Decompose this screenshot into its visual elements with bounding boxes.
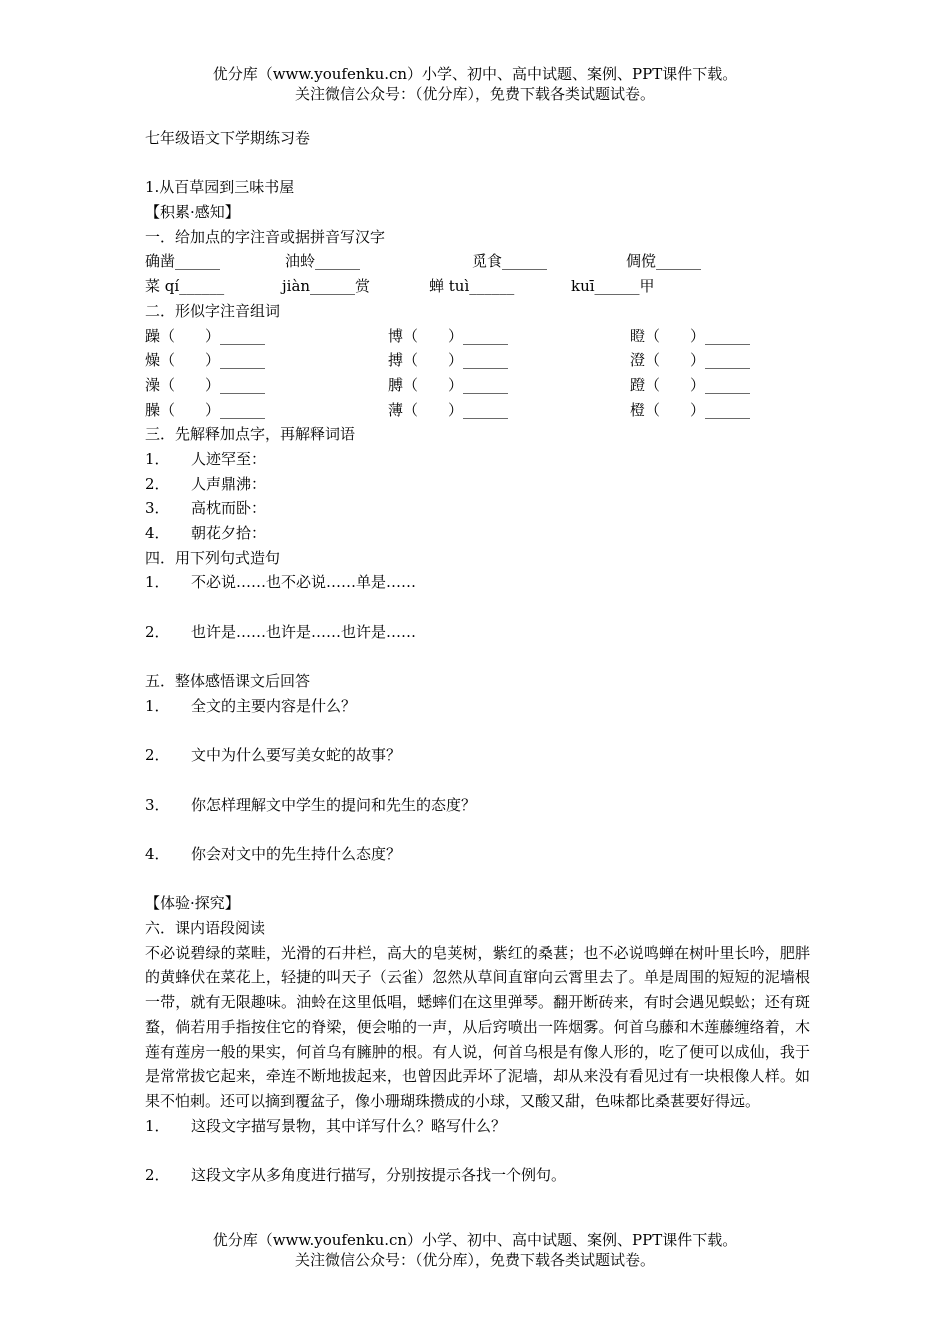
q3-item-4 bbox=[145, 521, 810, 546]
q1-item: 油蛉______ bbox=[285, 252, 361, 271]
q1-item: jiàn______赏 bbox=[282, 277, 371, 296]
item-text: 文中为什么要写美女蛇的故事？ bbox=[191, 746, 402, 765]
lesson-title: 1.从百草园到三味书屋 bbox=[145, 178, 295, 197]
item-number: 1． bbox=[145, 1116, 170, 1135]
item-text: 朝花夕拾： bbox=[191, 524, 267, 542]
footer-line-2: 关注微信公众号：（优分库），免费下载各类试题试卷。 bbox=[294, 1251, 655, 1269]
q2-title: 二．形似字注音组词 bbox=[145, 301, 281, 320]
q2-item: 搏（ ）______ bbox=[388, 351, 509, 370]
q3-item-3 bbox=[145, 496, 810, 521]
q2-item: 燥（ ）______ bbox=[145, 351, 266, 370]
q1-item: 倜傥______ bbox=[626, 252, 702, 271]
q2-item: 博（ ）______ bbox=[388, 326, 509, 345]
section-explore: 【体验·探究】 bbox=[145, 894, 240, 913]
q3-item-2 bbox=[145, 472, 810, 497]
q1-item: 菜 qí______ bbox=[145, 277, 225, 296]
q2-item: 躁（ ）______ bbox=[145, 326, 266, 345]
q2-item: 薄（ ）______ bbox=[388, 400, 509, 419]
item-number: 2． bbox=[145, 1165, 170, 1184]
q1-item: 觅食______ bbox=[472, 252, 548, 271]
q2-item: 臊（ ）______ bbox=[145, 400, 266, 419]
item-text: 人迹罕至： bbox=[191, 449, 267, 468]
q5-title: 五．整体感悟课文后回答 bbox=[145, 672, 311, 691]
q2-row-3 bbox=[145, 373, 810, 398]
item-text: 人声鼎沸： bbox=[191, 474, 267, 493]
item-number: 3． bbox=[145, 795, 170, 814]
q1-item: 确凿______ bbox=[145, 252, 221, 271]
item-text: 也许是……也许是……也许是…… bbox=[191, 622, 417, 641]
q2-row-4 bbox=[145, 398, 810, 423]
q5-item-4 bbox=[145, 842, 810, 867]
document-body bbox=[145, 126, 810, 1188]
q2-row-2 bbox=[145, 348, 810, 373]
item-number: 2． bbox=[145, 622, 170, 641]
item-number: 1． bbox=[145, 573, 170, 592]
item-number: 3． bbox=[145, 499, 170, 518]
item-text: 你怎样理解文中学生的提问和先生的态度？ bbox=[191, 795, 477, 814]
q1-item: kuī______甲 bbox=[571, 277, 655, 296]
item-number: 4． bbox=[145, 844, 170, 863]
q1-item: 蝉 tuì______ bbox=[429, 277, 515, 296]
q5-item-2 bbox=[145, 743, 810, 768]
q4-item-2 bbox=[145, 620, 810, 645]
q2-item: 澄（ ）______ bbox=[630, 351, 751, 370]
item-text: 你会对文中的先生持什么态度？ bbox=[191, 844, 402, 863]
q2-item: 蹬（ ）______ bbox=[630, 375, 751, 394]
item-number: 2． bbox=[145, 746, 170, 765]
q5-item-1 bbox=[145, 694, 810, 719]
q2-item: 橙（ ）______ bbox=[630, 400, 751, 419]
q2-item: 澡（ ）______ bbox=[145, 375, 266, 394]
item-number: 1． bbox=[145, 449, 170, 468]
q6-title: 六．课内语段阅读 bbox=[145, 919, 266, 937]
q2-item: 瞪（ ）______ bbox=[630, 326, 751, 345]
q3-title: 三．先解释加点字，再解释词语 bbox=[145, 425, 356, 444]
q1-row-2 bbox=[145, 274, 810, 299]
header-line-1: 优分库（www.youfenku.cn）小学、初中、高中试题、案例、PPT课件下载。 bbox=[212, 65, 738, 83]
section-accumulate: 【积累·感知】 bbox=[145, 203, 240, 222]
q6-item-1 bbox=[145, 1114, 810, 1139]
item-text: 全文的主要内容是什么？ bbox=[191, 696, 357, 715]
item-text: 高枕而卧： bbox=[191, 499, 267, 518]
page-header bbox=[0, 64, 950, 104]
q2-row-1 bbox=[145, 324, 810, 349]
item-text: 这段文字从多角度进行描写，分别按提示各找一个例句。 bbox=[191, 1165, 567, 1184]
footer-line-1: 优分库（www.youfenku.cn）小学、初中、高中试题、案例、PPT课件下载。 bbox=[212, 1231, 738, 1249]
q4-item-1 bbox=[145, 570, 810, 595]
q2-item: 膊（ ）______ bbox=[388, 375, 509, 394]
q1-title: 一．给加点的字注音或据拼音写汉字 bbox=[145, 227, 386, 246]
q5-item-3 bbox=[145, 793, 810, 818]
item-text: 这段文字描写景物，其中详写什么？略写什么？ bbox=[191, 1116, 507, 1135]
q6-item-2 bbox=[145, 1163, 810, 1188]
item-number: 2． bbox=[145, 474, 170, 493]
doc-title: 七年级语文下学期练习卷 bbox=[145, 129, 311, 147]
q3-item-1 bbox=[145, 447, 810, 472]
item-text: 不必说……也不必说……单是…… bbox=[191, 573, 417, 592]
header-line-2: 关注微信公众号：（优分库），免费下载各类试题试卷。 bbox=[294, 85, 655, 103]
q4-title: 四．用下列句式造句 bbox=[145, 548, 281, 567]
item-number: 1． bbox=[145, 696, 170, 715]
q1-row-1 bbox=[145, 249, 810, 274]
page-footer bbox=[0, 1230, 950, 1270]
item-number: 4． bbox=[145, 524, 170, 542]
q6-passage: 不必说碧绿的菜畦，光滑的石井栏，高大的皂荚树，紫红的桑葚；也不必说鸣蝉在树叶里长吟，肥胖的黄蜂伏在菜花上，轻捷的叫天子（云雀）忽然从草间直窜向云霄里去了。单是周围的短短的泥墙根一带，就有无限趣味。油蛉在这里低唱，蟋蟀们在这里弹琴。翻开断砖来，有时会遇见蜈蚣；还有斑蝥，倘若用手指按住它的脊梁，便会啪的一声，从后窍喷出一阵烟雾。何首乌藤和木莲藤缠络着，木莲有莲房一般的果实，何首乌有臃肿的根。有人说，何首乌根是有像人形的，吃了便可以成仙，我于是常常拔它起来，牵连不断地拔起来，也曾因此弄坏了泥墙，却从来没有看见过有一块根像人样。如果不怕刺。还可以摘到覆盆子，像小珊瑚珠攒成的小球，又酸又甜，色味都比桑葚要好得远。 bbox=[145, 943, 810, 1110]
